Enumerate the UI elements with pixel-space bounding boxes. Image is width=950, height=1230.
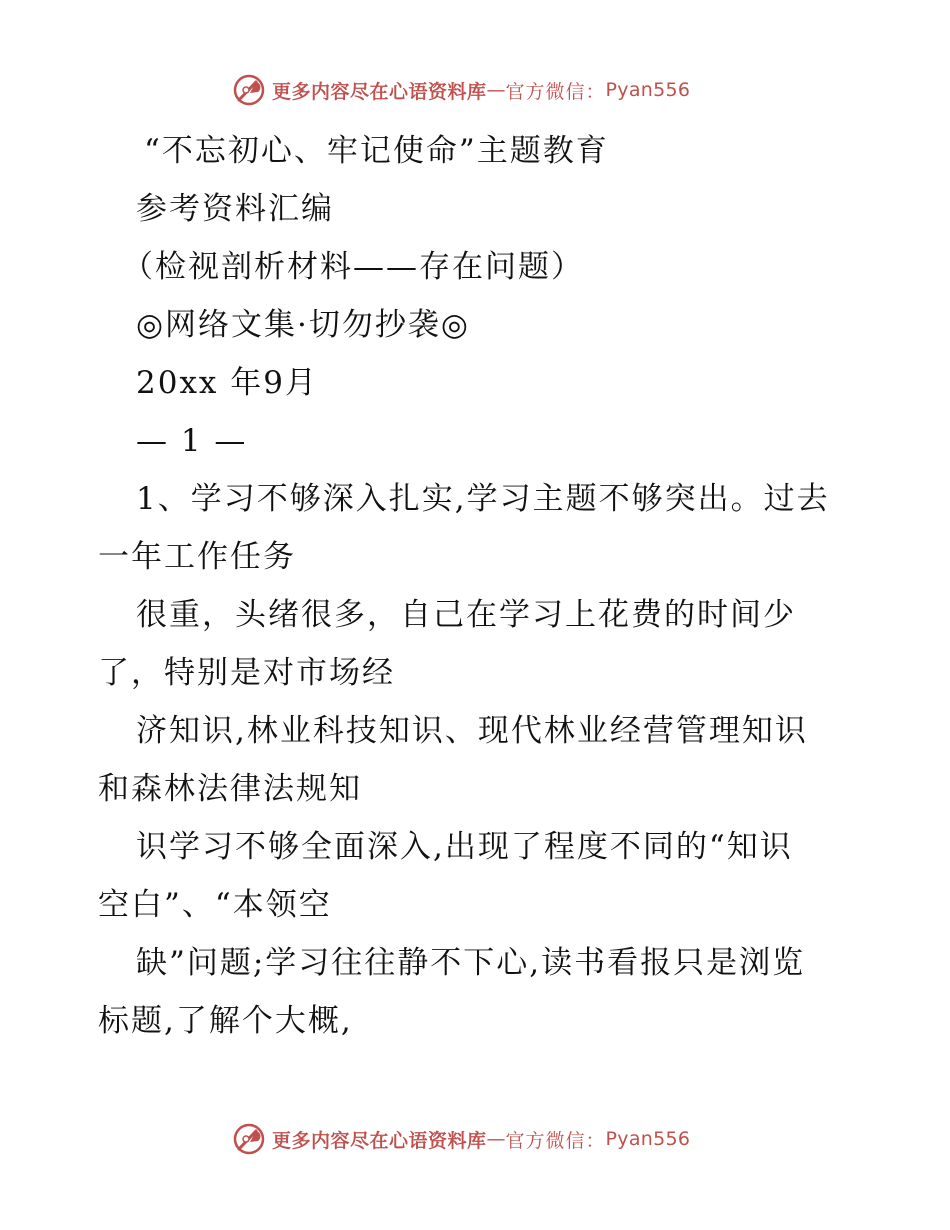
document-title: “不忘初心、牢记使命”主题教育 [144, 133, 609, 169]
watermark-wechat-label: 官方微信： [505, 1129, 606, 1152]
paragraph-line: 缺”问题;学习往往静不下心,读书看报只是浏览 [136, 945, 806, 981]
quill-logo-icon [232, 1122, 266, 1156]
watermark-brand: 更多内容尽在心语资料库 [272, 1129, 487, 1152]
paragraph-line: 和森林法律法规知 [98, 771, 362, 807]
watermark-separator: — [486, 79, 506, 101]
document-date: 20xx 年9月 [136, 365, 318, 401]
watermark-wechat-id: Pyan556 [605, 79, 691, 101]
document-body [98, 122, 858, 1050]
watermark-wechat-id: Pyan556 [605, 1128, 691, 1150]
watermark-separator: — [486, 1128, 506, 1150]
paragraph-line: 标题,了解个大概, [98, 1003, 353, 1039]
paragraph-line: 济知识,林业科技知识、现代林业经营管理知识 [136, 713, 808, 749]
paragraph-line: 很重，头绪很多，自己在学习上花费的时间少 [136, 597, 796, 633]
paragraph-line: 1、学习不够深入扎实,学习主题不够突出。过去 [136, 481, 830, 517]
page-marker: — 1 — [136, 423, 248, 459]
quill-logo-icon [232, 73, 266, 107]
paragraph-line: 空白”、“本领空 [98, 887, 332, 923]
watermark-wechat-label: 官方微信： [505, 80, 606, 103]
paragraph-line: 一年工作任务 [98, 539, 296, 575]
watermark-footer [232, 1121, 690, 1157]
watermark-brand: 更多内容尽在心语资料库 [272, 80, 487, 103]
document-subtitle: 参考资料汇编 [136, 191, 334, 227]
watermark-header [232, 72, 690, 108]
document-section: （检视剖析材料——存在问题） [122, 249, 584, 285]
paragraph-line: 识学习不够全面深入,出现了程度不同的“知识 [136, 829, 793, 865]
document-notice: ◎网络文集·切勿抄袭◎ [136, 307, 470, 343]
paragraph-line: 了，特别是对市场经 [98, 655, 395, 691]
